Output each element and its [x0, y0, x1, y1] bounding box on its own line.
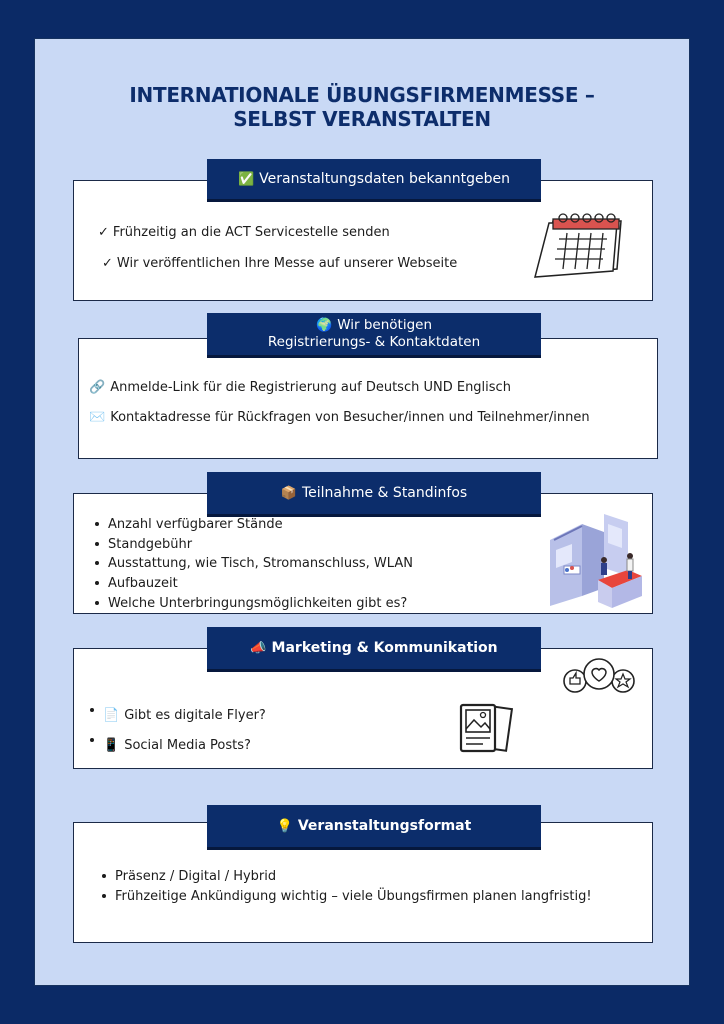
- megaphone-icon: 📣: [250, 640, 267, 656]
- list-item: Frühzeitige Ankündigung wichtig – viele Übungsfirmen planen langfristig!: [101, 887, 592, 907]
- section-registration-item: ✉️ Kontaktadresse für Rückfragen von Besucher/innen und Teilnehmer/innen: [89, 410, 590, 425]
- light-bulb-icon: 💡: [276, 818, 293, 834]
- section-event-data-item: ✓ Wir veröffentlichen Ihre Messe auf unserer Webseite: [102, 256, 458, 271]
- title-line-1: INTERNATIONALE ÜBUNGSFIRMENMESSE –: [129, 83, 595, 107]
- checkmark-icon: ✓: [98, 225, 109, 240]
- section-marketing-list: [89, 701, 266, 761]
- section-format-list: [101, 867, 592, 907]
- checkbox-icon: ✅: [237, 171, 255, 187]
- list-item: Aufbauzeit: [94, 574, 413, 594]
- package-icon: 📦: [280, 485, 297, 501]
- list-item: Ausstattung, wie Tisch, Stromanschluss, WLAN: [94, 554, 413, 574]
- section-event-data-heading: ✅ Veranstaltungsdaten bekanntgeben: [207, 159, 541, 201]
- section-registration-item: 🔗 Anmelde-Link für die Registrierung auf Deutsch UND Englisch: [89, 380, 511, 395]
- title-line-2: SELBST VERANSTALTEN: [233, 107, 491, 131]
- list-item: Welche Unterbringungsmöglichkeiten gibt es?: [94, 594, 413, 614]
- globe-icon: 🌍: [316, 318, 333, 333]
- checkmark-icon: ✓: [102, 256, 113, 271]
- mobile-phone-icon: 📱: [103, 738, 120, 753]
- photo-cards-icon: [457, 701, 515, 757]
- list-item: 📄 Gibt es digitale Flyer?: [89, 701, 266, 731]
- envelope-icon: ✉️: [89, 410, 106, 425]
- document-icon: 📄: [103, 708, 120, 723]
- list-item: Präsenz / Digital / Hybrid: [101, 867, 592, 887]
- section-registration-heading: 🌍 Wir benötigen Registrierungs- & Kontaktdaten: [207, 313, 541, 357]
- calendar-icon: [533, 213, 623, 281]
- infographic-page: [34, 38, 690, 986]
- section-format-heading: 💡 Veranstaltungsformat: [207, 805, 541, 849]
- section-marketing-heading: 📣 Marketing & Kommunikation: [207, 627, 541, 671]
- social-reactions-icon: [561, 657, 637, 699]
- list-item: 📱 Social Media Posts?: [89, 731, 266, 761]
- page-title: [35, 83, 689, 131]
- section-participation-list: [94, 515, 413, 614]
- link-icon: 🔗: [89, 380, 106, 395]
- section-participation-heading: 📦 Teilnahme & Standinfos: [207, 472, 541, 516]
- section-event-data-item: ✓ Frühzeitig an die ACT Servicestelle senden: [98, 225, 390, 240]
- list-item: Anzahl verfügbarer Stände: [94, 515, 413, 535]
- list-item: Standgebühr: [94, 535, 413, 555]
- trade-fair-booth-illustration: [542, 510, 646, 610]
